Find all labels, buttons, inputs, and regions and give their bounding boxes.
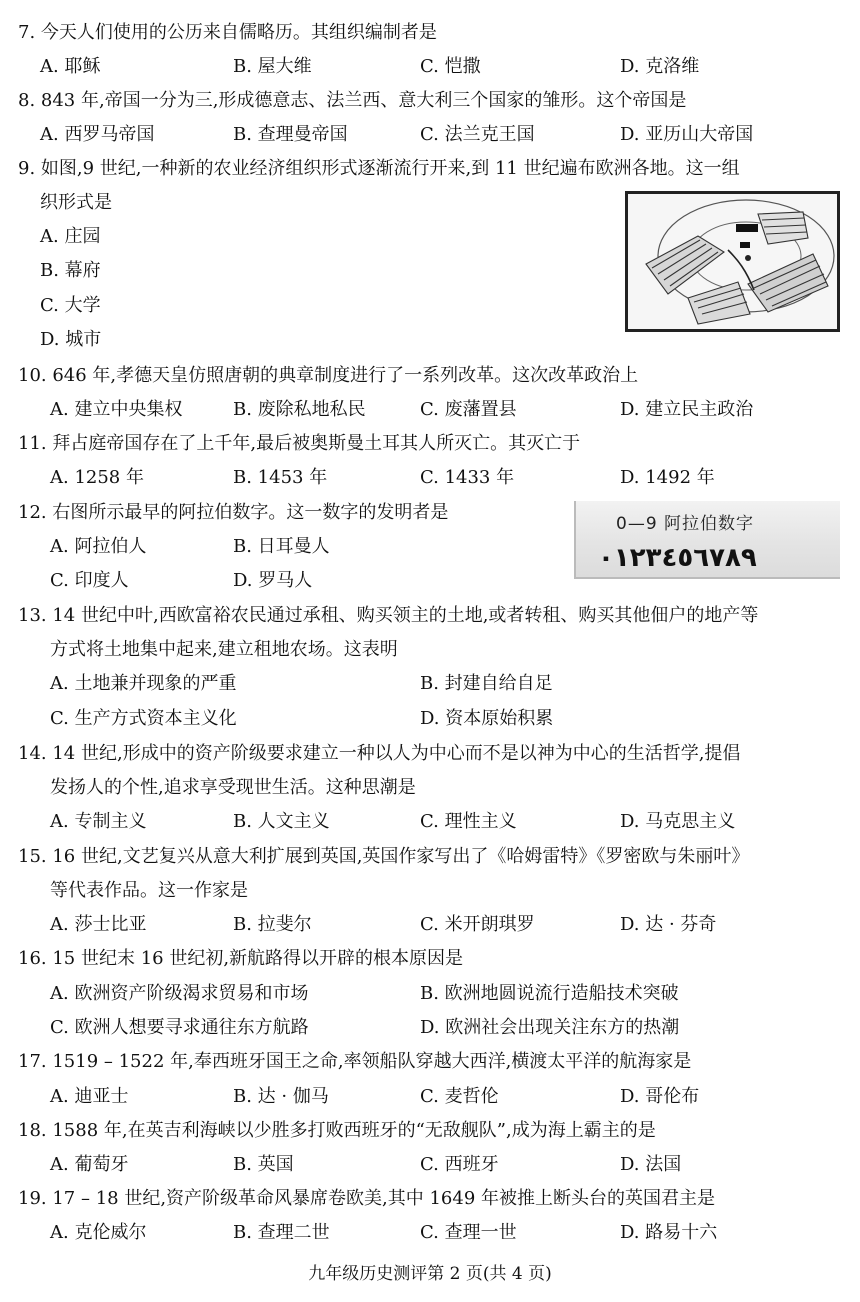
question-10-option-c: C. 废藩置县: [420, 399, 517, 420]
question-7-option-a: A. 耶稣: [40, 56, 101, 77]
question-13-stem-cont: 方式将土地集中起来,建立租地农场。这表明: [50, 639, 398, 660]
question-19-stem: 19. 17 – 18 世纪,资产阶级革命风暴席卷欧美,其中 1649 年被推上断头台的英国君主是: [18, 1188, 716, 1209]
question-9-stem-cont: 织形式是: [40, 192, 112, 213]
question-7-option-b: B. 屋大维: [233, 56, 312, 77]
question-9-stem: 9. 如图,9 世纪,一种新的农业经济组织形式逐渐流行开来,到 11 世纪遍布欧洲各地。这一组: [18, 158, 740, 179]
question-15-option-b: B. 拉斐尔: [233, 914, 312, 935]
question-16-stem: 16. 15 世纪末 16 世纪初,新航路得以开辟的根本原因是: [18, 948, 464, 969]
question-11-option-a: A. 1258 年: [50, 467, 144, 488]
question-11-stem: 11. 拜占庭帝国存在了上千年,最后被奥斯曼土耳其人所灭亡。其灭亡于: [18, 433, 581, 454]
question-9-option-d: D. 城市: [40, 329, 102, 350]
question-9-option-c: C. 大学: [40, 295, 101, 316]
question-11-option-c: C. 1433 年: [420, 467, 515, 488]
question-13-option-d: D. 资本原始积累: [420, 708, 554, 729]
question-10-option-a: A. 建立中央集权: [50, 399, 183, 420]
question-16-option-c: C. 欧洲人想要寻求通往东方航路: [50, 1017, 309, 1038]
arabic-numerals-figure: [574, 501, 840, 579]
arabic-numerals-caption: 0—9 阿拉伯数字: [616, 514, 755, 534]
question-17-option-c: C. 麦哲伦: [420, 1086, 499, 1107]
question-7-option-d: D. 克洛维: [620, 56, 700, 77]
question-19-option-a: A. 克伦威尔: [50, 1222, 147, 1243]
question-12-option-b: B. 日耳曼人: [233, 536, 330, 557]
question-9-option-b: B. 幕府: [40, 260, 101, 281]
manor-map-figure: [625, 191, 840, 332]
question-8-option-b: B. 查理曼帝国: [233, 124, 348, 145]
question-16-option-a: A. 欧洲资产阶级渴求贸易和市场: [50, 983, 309, 1004]
question-8-stem: 8. 843 年,帝国一分为三,形成德意志、法兰西、意大利三个国家的雏形。这个帝国是: [18, 90, 687, 111]
question-15-option-d: D. 达 · 芬奇: [620, 914, 717, 935]
question-19-option-d: D. 路易十六: [620, 1222, 718, 1243]
question-19-option-c: C. 查理一世: [420, 1222, 517, 1243]
arabic-numerals-digits: ٠١٢٣٤٥٦٧٨٩: [598, 543, 757, 573]
question-10-stem: 10. 646 年,孝德天皇仿照唐朝的典章制度进行了一系列改革。这次改革政治上: [18, 365, 639, 386]
question-14-option-d: D. 马克思主义: [620, 811, 736, 832]
question-17-option-b: B. 达 · 伽马: [233, 1086, 329, 1107]
question-18-stem: 18. 1588 年,在英吉利海峡以少胜多打败西班牙的“无敌舰队”,成为海上霸主的是: [18, 1120, 656, 1141]
question-14-stem: 14. 14 世纪,形成中的资产阶级要求建立一种以人为中心而不是以神为中心的生活哲学,提倡: [18, 743, 741, 764]
question-8-option-d: D. 亚历山大帝国: [620, 124, 754, 145]
question-11-option-b: B. 1453 年: [233, 467, 328, 488]
question-15-stem: 15. 16 世纪,文艺复兴从意大利扩展到英国,英国作家写出了《哈姆雷特》《罗密欧与朱丽叶》: [18, 846, 750, 867]
question-7-stem: 7. 今天人们使用的公历来自儒略历。其组织编制者是: [18, 22, 437, 43]
question-12-option-d: D. 罗马人: [233, 570, 313, 591]
question-13-option-a: A. 土地兼并现象的严重: [50, 673, 237, 694]
question-17-option-d: D. 哥伦布: [620, 1086, 700, 1107]
question-11-option-d: D. 1492 年: [620, 467, 715, 488]
question-15-stem-cont: 等代表作品。这一作家是: [50, 880, 248, 901]
question-14-stem-cont: 发扬人的个性,追求享受现世生活。这种思潮是: [50, 777, 416, 798]
question-13-option-c: C. 生产方式资本主义化: [50, 708, 237, 729]
question-8-option-a: A. 西罗马帝国: [40, 124, 155, 145]
question-18-option-b: B. 英国: [233, 1154, 294, 1175]
question-14-option-c: C. 理性主义: [420, 811, 517, 832]
question-10-option-d: D. 建立民主政治: [620, 399, 754, 420]
question-12-option-c: C. 印度人: [50, 570, 129, 591]
question-19-option-b: B. 查理二世: [233, 1222, 330, 1243]
question-18-option-a: A. 葡萄牙: [50, 1154, 129, 1175]
question-15-option-a: A. 莎士比亚: [50, 914, 147, 935]
page-footer: 九年级历史测评第 2 页(共 4 页): [308, 1264, 552, 1284]
question-7-option-c: C. 恺撒: [420, 56, 481, 77]
question-17-stem: 17. 1519 – 1522 年,奉西班牙国王之命,率领船队穿越大西洋,横渡太平洋的航海家是: [18, 1051, 692, 1072]
manor-map-illustration: [628, 194, 837, 329]
question-15-option-c: C. 米开朗琪罗: [420, 914, 535, 935]
question-12-stem: 12. 右图所示最早的阿拉伯数字。这一数字的发明者是: [18, 502, 449, 523]
question-18-option-d: D. 法国: [620, 1154, 682, 1175]
question-17-option-a: A. 迪亚士: [50, 1086, 129, 1107]
question-16-option-d: D. 欧洲社会出现关注东方的热潮: [420, 1017, 680, 1038]
question-12-option-a: A. 阿拉伯人: [50, 536, 147, 557]
question-18-option-c: C. 西班牙: [420, 1154, 499, 1175]
question-14-option-a: A. 专制主义: [50, 811, 147, 832]
question-13-option-b: B. 封建自给自足: [420, 673, 553, 694]
question-14-option-b: B. 人文主义: [233, 811, 330, 832]
question-10-option-b: B. 废除私地私民: [233, 399, 366, 420]
question-16-option-b: B. 欧洲地圆说流行造船技术突破: [420, 983, 679, 1004]
question-9-option-a: A. 庄园: [40, 226, 101, 247]
question-8-option-c: C. 法兰克王国: [420, 124, 535, 145]
question-13-stem: 13. 14 世纪中叶,西欧富裕农民通过承租、购买领主的土地,或者转租、购买其他佃户的地产等: [18, 605, 759, 626]
